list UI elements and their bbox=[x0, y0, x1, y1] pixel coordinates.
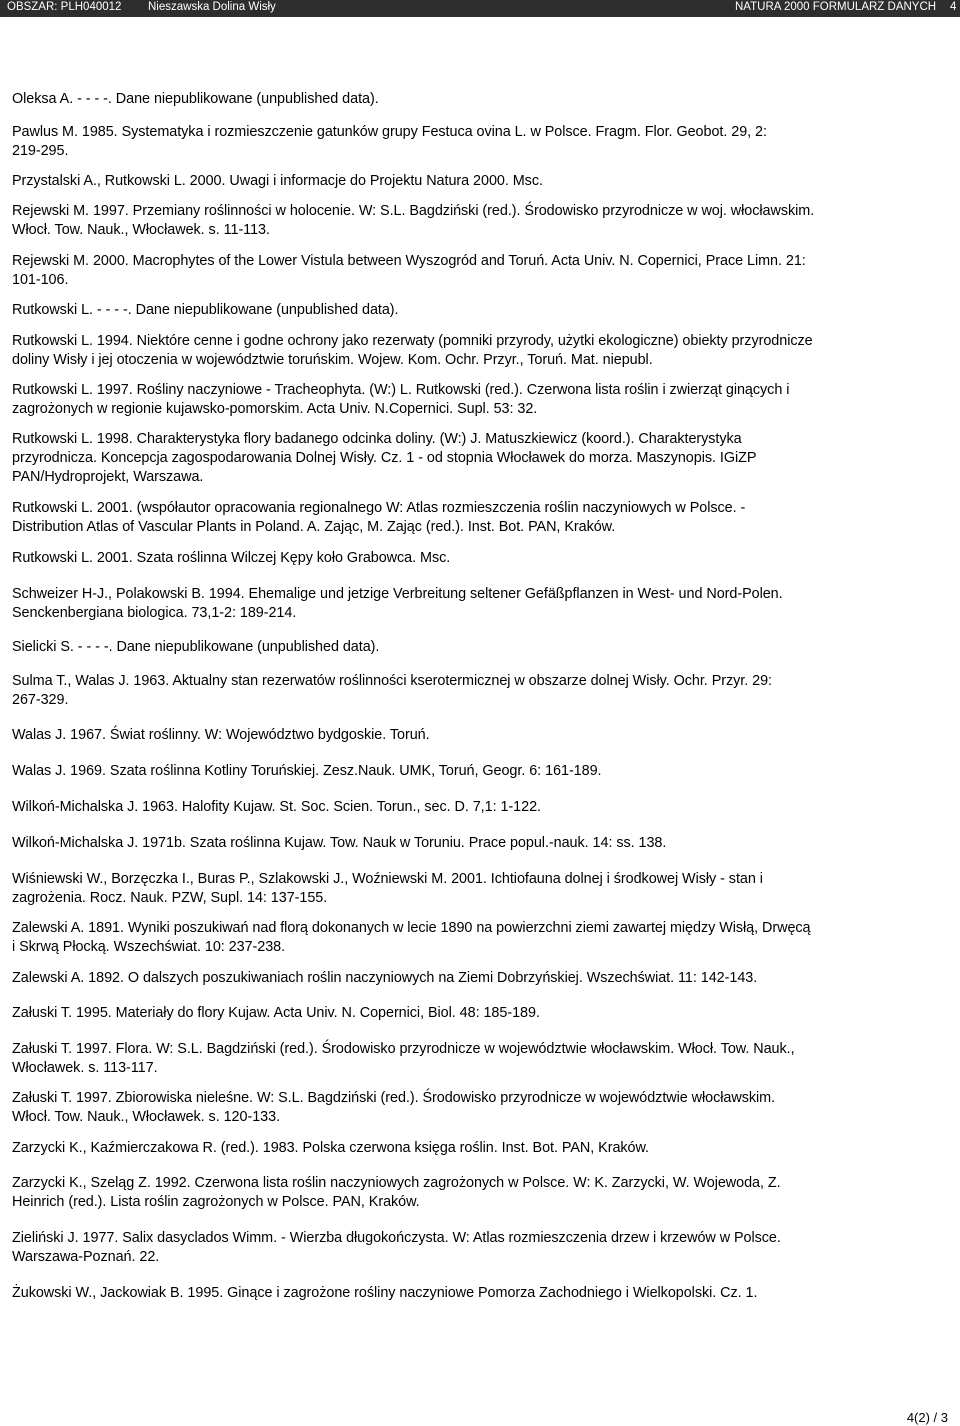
reference-entry bbox=[12, 332, 952, 370]
reference-entry bbox=[12, 870, 952, 908]
reference-line: Przystalski A., Rutkowski L. 2000. Uwagi i informacje do Projektu Natura 2000. Msc. bbox=[12, 173, 543, 189]
reference-line: Oleksa A. - - - -. Dane niepublikowane (unpublished data). bbox=[12, 91, 379, 107]
reference-line: Rutkowski L. 2001. (współautor opracowania regionalnego W: Atlas rozmieszczenia roślin naczyniowych w Polsce. - bbox=[12, 500, 746, 516]
reference-line: i Skrwą Płocką. Wszechświat. 10: 237-238. bbox=[12, 939, 286, 955]
reference-entry bbox=[12, 638, 952, 657]
reference-line: Heinrich (red.). Lista roślin zagrożonych w Polsce. PAN, Kraków. bbox=[12, 1194, 420, 1210]
reference-entry bbox=[12, 549, 952, 568]
reference-entry bbox=[12, 1040, 952, 1078]
reference-line: Rutkowski L. 1998. Charakterystyka flory badanego odcinka doliny. (W:) J. Matuszkiewicz (koord.). Charakterystyka bbox=[12, 431, 742, 447]
reference-line: Rutkowski L. 1997. Rośliny naczyniowe - Tracheophyta. (W:) L. Rutkowski (red.). Czerwona lista roślin i zwierząt ginących i bbox=[12, 382, 790, 398]
reference-entry bbox=[12, 762, 952, 781]
reference-line: Zieliński J. 1977. Salix dasyclados Wimm. - Wierzba długokończysta. W: Atlas rozmieszczenia drzew i krzewów w Polsce. bbox=[12, 1230, 781, 1246]
reference-line: 101-106. bbox=[12, 272, 69, 288]
reference-entry bbox=[12, 969, 952, 988]
header-form-title: NATURA 2000 FORMULARZ DANYCH bbox=[735, 1, 937, 13]
reference-entry bbox=[12, 90, 952, 109]
reference-line: 219-295. bbox=[12, 143, 69, 159]
reference-entry bbox=[12, 381, 952, 419]
header-site-code: OBSZAR: PLH040012 bbox=[7, 1, 122, 13]
reference-entry bbox=[12, 919, 952, 957]
reference-line: Żukowski W., Jackowiak B. 1995. Ginące i zagrożone rośliny naczyniowe Pomorza Zachodniego i Wielkopolski. Cz. 1. bbox=[12, 1285, 758, 1301]
reference-line: zagrożenia. Rocz. Nauk. PZW, Supl. 14: 137-155. bbox=[12, 890, 328, 906]
reference-line: Załuski T. 1997. Flora. W: S.L. Bagdziński (red.). Środowisko przyrodnicze w województwie włocławskim. Włocł. Tow. Nauk., bbox=[12, 1041, 795, 1057]
reference-entry bbox=[12, 172, 952, 191]
reference-entry bbox=[12, 301, 952, 320]
reference-line: Zalewski A. 1892. O dalszych poszukiwaniach roślin naczyniowych na Ziemi Dobrzyńskiej. Wszechświat. 11: 142-143. bbox=[12, 970, 758, 986]
reference-line: Sulma T., Walas J. 1963. Aktualny stan rezerwatów roślinności kserotermicznej w obszarze dolnej Wisły. Ochr. Przyr. 29: bbox=[12, 673, 772, 689]
reference-entry bbox=[12, 726, 952, 745]
reference-line: doliny Wisły i jej otoczenia w województwie toruńskim. Wojew. Kom. Ochr. Przyr., Toruń. Mat. niepubl. bbox=[12, 352, 653, 368]
header-page-number: 4 bbox=[950, 1, 957, 13]
reference-entry bbox=[12, 1174, 952, 1212]
reference-entry bbox=[12, 834, 952, 853]
reference-line: Załuski T. 1995. Materiały do flory Kujaw. Acta Univ. N. Copernici, Biol. 48: 185-189. bbox=[12, 1005, 540, 1021]
reference-line: przyrodnicza. Koncepcja zagospodarowania Dolnej Wisły. Cz. 1 - od stopnia Włocławek do morza. Maszynopis. IGiZP bbox=[12, 450, 757, 466]
reference-line: 267-329. bbox=[12, 692, 69, 708]
reference-line: Schweizer H-J., Polakowski B. 1994. Ehemalige und jetzige Verbreitung seltener Gefäßpflanzen in West- und Nord-Polen. bbox=[12, 586, 783, 602]
reference-entry bbox=[12, 1139, 952, 1158]
reference-line: Wilkoń-Michalska J. 1963. Halofity Kujaw. St. Soc. Scien. Torun., sec. D. 7,1: 1-122. bbox=[12, 799, 541, 815]
reference-entry bbox=[12, 202, 952, 240]
reference-entry bbox=[12, 585, 952, 623]
reference-line: Włocł. Tow. Nauk., Włocławek. s. 120-133. bbox=[12, 1109, 281, 1125]
reference-line: Sielicki S. - - - -. Dane niepublikowane (unpublished data). bbox=[12, 639, 380, 655]
reference-line: Distribution Atlas of Vascular Plants in Poland. A. Zając, M. Zając (red.). Inst. Bot. PAN, Kraków. bbox=[12, 519, 616, 535]
reference-entry bbox=[12, 123, 952, 161]
reference-line: Senckenbergiana biologica. 73,1-2: 189-214. bbox=[12, 605, 297, 621]
reference-line: Rejewski M. 1997. Przemiany roślinności w holocenie. W: S.L. Bagdziński (red.). Środowisko przyrodnicze w woj. włocławskim. bbox=[12, 203, 815, 219]
reference-line: Włocławek. s. 113-117. bbox=[12, 1060, 158, 1076]
reference-entry bbox=[12, 1004, 952, 1023]
reference-entry bbox=[12, 1284, 952, 1303]
reference-entry bbox=[12, 1089, 952, 1127]
reference-entry bbox=[12, 499, 952, 537]
reference-line: Zarzycki K., Szeląg Z. 1992. Czerwona lista roślin naczyniowych zagrożonych w Polsce. W: K. Zarzycki, W. Wojewoda, Z. bbox=[12, 1175, 781, 1191]
page-header bbox=[0, 0, 960, 17]
reference-line: Rutkowski L. 2001. Szata roślinna Wilczej Kępy koło Grabowca. Msc. bbox=[12, 550, 451, 566]
reference-line: Wiśniewski W., Borzęczka I., Buras P., Szlakowski J., Woźniewski M. 2001. Ichtiofauna dolnej i środkowej Wisły - stan i bbox=[12, 871, 763, 887]
reference-line: PAN/Hydroprojekt, Warszawa. bbox=[12, 469, 204, 485]
reference-line: Pawlus M. 1985. Systematyka i rozmieszczenie gatunków grupy Festuca ovina L. w Polsce. Fragm. Flor. Geobot. 29, 2: bbox=[12, 124, 767, 140]
reference-entry bbox=[12, 1229, 952, 1267]
reference-line: Wilkoń-Michalska J. 1971b. Szata roślinna Kujaw. Tow. Nauk w Toruniu. Prace popul.-nauk. 14: ss. 138. bbox=[12, 835, 667, 851]
reference-line: Załuski T. 1997. Zbiorowiska nieleśne. W: S.L. Bagdziński (red.). Środowisko przyrodnicze w województwie włocławskim. bbox=[12, 1090, 776, 1106]
reference-line: zagrożonych w regionie kujawsko-pomorskim. Acta Univ. N.Copernici. Supl. 53: 32. bbox=[12, 401, 538, 417]
reference-line: Rutkowski L. 1994. Niektóre cenne i godne ochrony jako rezerwaty (pomniki przyrody, użytki ekologiczne) obiekty przyrodnicze bbox=[12, 333, 813, 349]
reference-line: Walas J. 1969. Szata roślinna Kotliny Toruńskiej. Zesz.Nauk. UMK, Toruń, Geogr. 6: 161-189. bbox=[12, 763, 602, 779]
reference-entry bbox=[12, 252, 952, 290]
footer-page-indicator: 4(2) / 3 bbox=[906, 1410, 948, 1425]
reference-line: Zarzycki K., Kaźmierczakowa R. (red.). 1983. Polska czerwona księga roślin. Inst. Bot. PAN, Kraków. bbox=[12, 1140, 650, 1156]
reference-entry bbox=[12, 430, 952, 487]
reference-line: Rutkowski L. - - - -. Dane niepublikowane (unpublished data). bbox=[12, 302, 399, 318]
reference-entry bbox=[12, 798, 952, 817]
reference-list bbox=[12, 78, 952, 1303]
header-site-name: Nieszawska Dolina Wisły bbox=[148, 1, 276, 13]
reference-line: Walas J. 1967. Świat roślinny. W: Województwo bydgoskie. Toruń. bbox=[12, 727, 430, 743]
reference-entry bbox=[12, 672, 952, 710]
reference-line: Rejewski M. 2000. Macrophytes of the Lower Vistula between Wyszogród and Toruń. Acta Univ. N. Copernici, Prace Limn. 21: bbox=[12, 253, 806, 269]
reference-line: Warszawa-Poznań. 22. bbox=[12, 1249, 160, 1265]
reference-line: Zalewski A. 1891. Wyniki poszukiwań nad florą dokonanych w lecie 1890 na powierzchni ziemi zawartej między Wisłą, Drwęcą bbox=[12, 920, 811, 936]
reference-line: Włocł. Tow. Nauk., Włocławek. s. 11-113. bbox=[12, 222, 270, 238]
